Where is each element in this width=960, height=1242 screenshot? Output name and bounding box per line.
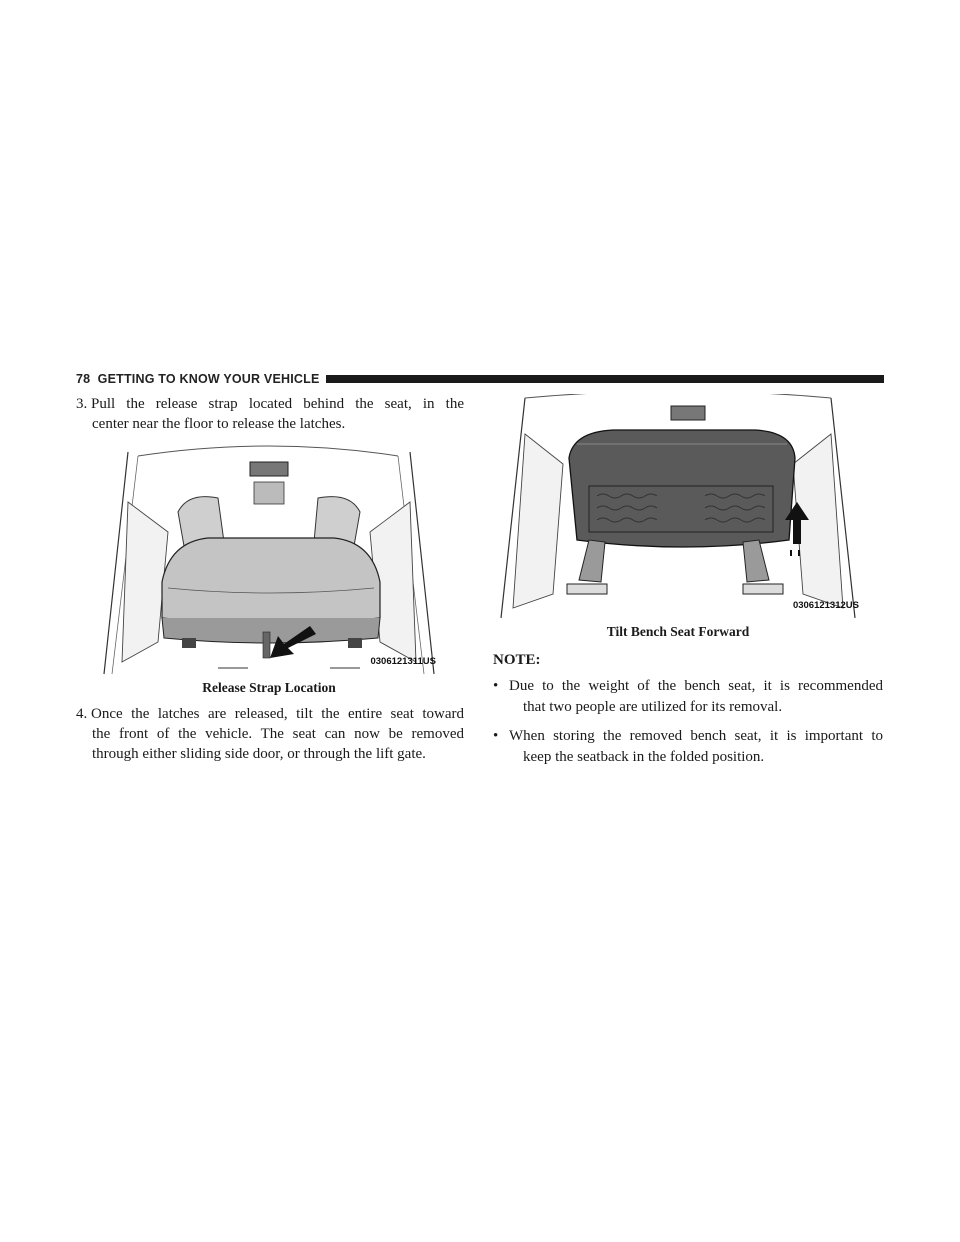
step-4-number: 4. bbox=[76, 706, 88, 722]
page-header-text bbox=[76, 372, 320, 386]
bullet-1-line-1: Due to the weight of the bench seat, it is recommended bbox=[509, 678, 883, 694]
figure-caption-2: Tilt Bench Seat Forward bbox=[606, 624, 750, 639]
figure-tilt-bench bbox=[493, 394, 863, 620]
step-3-number: 3. bbox=[76, 396, 88, 412]
page-header bbox=[76, 371, 884, 387]
step-3 bbox=[76, 394, 464, 434]
figure-code-2: 0306121312US bbox=[792, 600, 859, 611]
page-number: 78 bbox=[76, 372, 91, 386]
step-4-line-3: through either sliding side door, or through the lift gate. bbox=[92, 746, 426, 762]
figure-code-1: 0306121311US bbox=[370, 656, 436, 667]
step-4 bbox=[76, 704, 464, 764]
figure-caption-1: Release Strap Location bbox=[202, 680, 336, 695]
bullet-1-line-2: that two people are utilized for its removal. bbox=[523, 699, 783, 715]
header-rule bbox=[326, 375, 885, 383]
step-4-line-2: the front of the vehicle. The seat can now be removed bbox=[92, 726, 464, 742]
bullet-2-line-2: keep the seatback in the folded position. bbox=[523, 749, 765, 765]
section-title: GETTING TO KNOW YOUR VEHICLE bbox=[97, 372, 320, 386]
note-bullet-1 bbox=[493, 676, 883, 718]
bullet-glyph-2: • bbox=[493, 728, 499, 744]
step-4-line-1: 4. Once the latches are released, tilt the entire seat toward bbox=[76, 706, 464, 722]
step-3-line-2: center near the floor to release the latches. bbox=[92, 416, 346, 432]
release-strap-illustration bbox=[98, 442, 440, 676]
bullet-glyph-1: • bbox=[493, 678, 499, 694]
tilt-bench-illustration bbox=[493, 394, 863, 620]
note-bullet-2 bbox=[493, 726, 883, 768]
figure-release-strap bbox=[98, 442, 440, 676]
bullet-2-line-1: When storing the removed bench seat, it is important to bbox=[509, 728, 883, 744]
step-3-line-1: 3. Pull the release strap located behind the seat, in the bbox=[76, 396, 464, 412]
note-heading: NOTE: bbox=[493, 652, 541, 668]
right-column bbox=[493, 394, 883, 776]
left-column bbox=[76, 394, 464, 764]
